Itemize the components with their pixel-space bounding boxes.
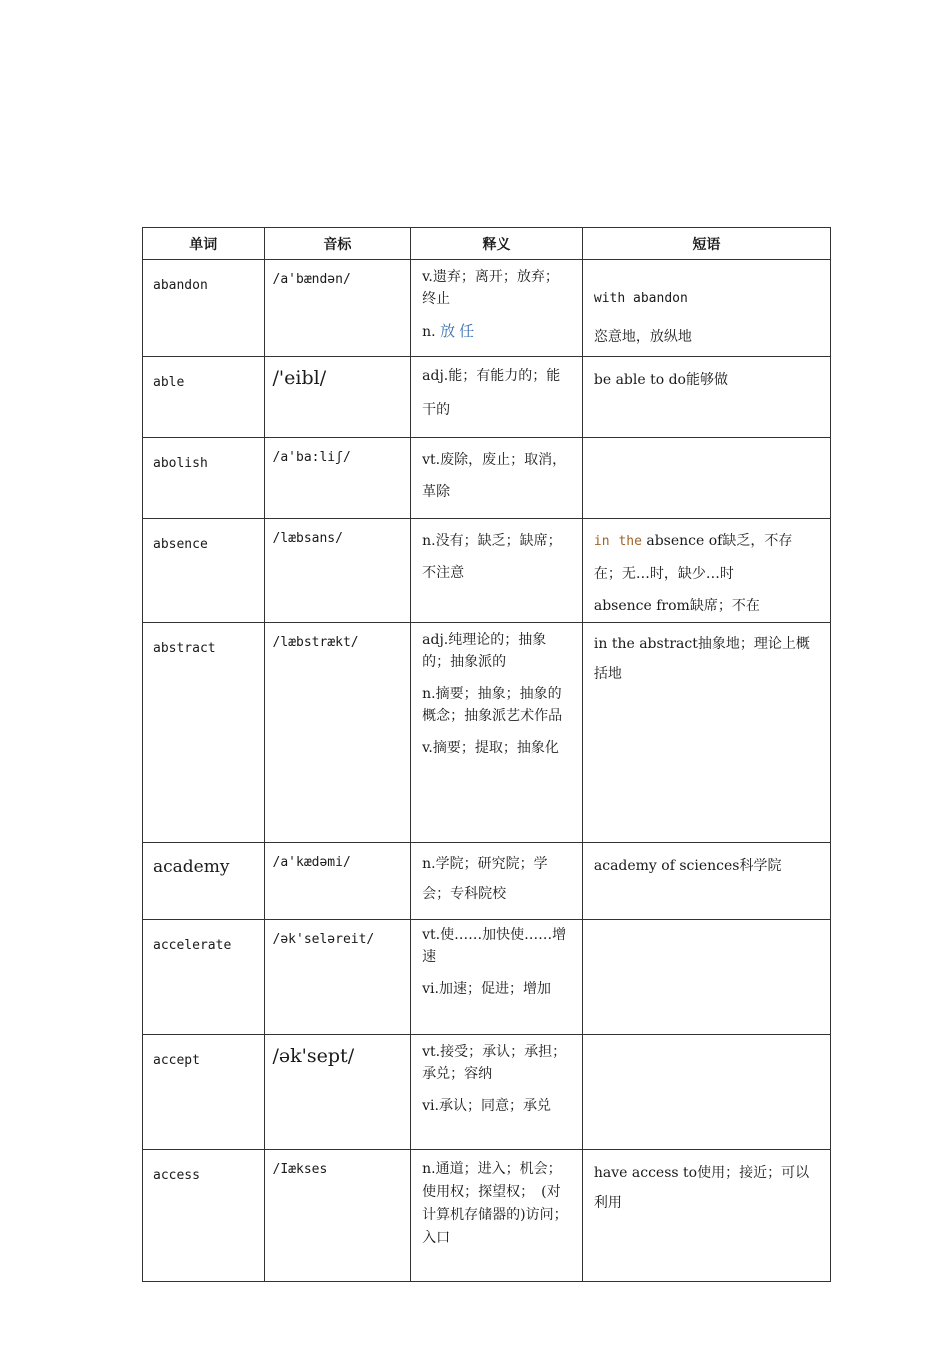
word-cell: absence [153,537,208,552]
table-row [143,357,831,438]
meaning-cell [411,260,582,343]
word-cell: able [153,375,185,390]
table-row [143,438,831,519]
phrase-cell [583,623,830,689]
phrase: academy of sciences科学院 [593,858,782,874]
table-row [143,1150,831,1282]
definition: vt.废除，废止；取消，革除 [422,452,567,500]
phonetic-cell: /ək'sept/ [272,1045,355,1067]
phonetic-cell: /a'bændən/ [272,272,351,287]
meaning-cell [411,920,582,1000]
phonetic-cell: /læbstrækt/ [272,635,359,650]
definition: vt.接受；承认；承担；承兑；容纳 [422,1044,567,1082]
definition: n.通道；进入；机会；使用权；探望权； (对计算机存储器的)访问；入口 [422,1161,568,1246]
definition: n.学院；研究院；学会；专科院校 [422,856,548,902]
definition: v.遗弃；离开；放弃；终止 [422,269,559,307]
definition: n. 放任 [422,322,479,340]
phrase: 恣意地，放纵地 [593,329,692,345]
phrase: be able to do能够做 [593,372,728,388]
phrase-cell [583,1035,830,1047]
definition-highlight: 放任 [440,322,479,340]
phrase: with abandon [593,291,688,306]
phrase: have access to使用；接近；可以利用 [593,1165,810,1211]
word-cell: access [153,1168,200,1183]
table-row [143,1035,831,1150]
word-cell: abstract [153,641,216,656]
table-row [143,260,831,357]
meaning-cell [411,357,582,427]
definition: adj.纯理论的；抽象的；抽象派的 [422,632,547,670]
word-cell: accelerate [153,938,232,953]
phrase: absence from缺席；不在 [593,598,760,614]
definition: vt.使……加快使……增速 [422,927,567,965]
phrase: in the absence of缺乏，不存在；无…时，缺少…时 [593,533,793,582]
meaning-cell [411,1150,582,1250]
header-phrase: 短语 [582,228,830,260]
phonetic-cell: /'eibl/ [272,367,327,389]
table-row [143,519,831,623]
meaning-cell [411,1035,582,1117]
meaning-cell [411,519,582,589]
table-row [143,623,831,843]
phonetic-cell: /læbsans/ [272,531,343,546]
meaning-cell [411,843,582,909]
definition: v.摘要；提取；抽象化 [422,740,559,756]
vocabulary-table [142,227,831,1282]
word-cell: abandon [153,278,208,293]
phonetic-cell: /Iækses [272,1162,328,1177]
phrase-cell [583,843,830,881]
phonetic-cell: /a'kædəmi/ [272,855,351,870]
header-meaning: 释义 [411,228,583,260]
phonetic-cell: /a'ba:liʃ/ [272,450,351,465]
table-row [143,843,831,920]
meaning-cell [411,623,582,759]
phrase-cell [583,1150,830,1218]
table-header-row [143,228,831,260]
definition: adj.能；有能力的；能干的 [422,368,561,418]
phrase-cell [583,438,830,450]
header-phonetic: 音标 [264,228,411,260]
phrase: in the abstract抽象地；理论上概括地 [593,636,810,682]
phrase-cell [583,260,830,356]
phonetic-cell: /ək'seləreit/ [272,932,375,947]
definition: n.摘要；抽象；抽象的概念；抽象派艺术作品 [422,686,563,724]
phrase-cell [583,519,830,622]
word-cell: abolish [153,456,208,471]
meaning-cell [411,438,582,508]
word-cell: accept [153,1053,200,1068]
table-row [143,920,831,1035]
phrase-cell [583,920,830,932]
word-cell: academy [153,857,230,877]
phrase-cell [583,357,830,395]
definition: n.没有；缺乏；缺席；不注意 [422,533,562,581]
definition: vi.承认；同意；承兑 [422,1098,551,1114]
header-word: 单词 [143,228,265,260]
definition: vi.加速；促进；增加 [422,981,551,997]
